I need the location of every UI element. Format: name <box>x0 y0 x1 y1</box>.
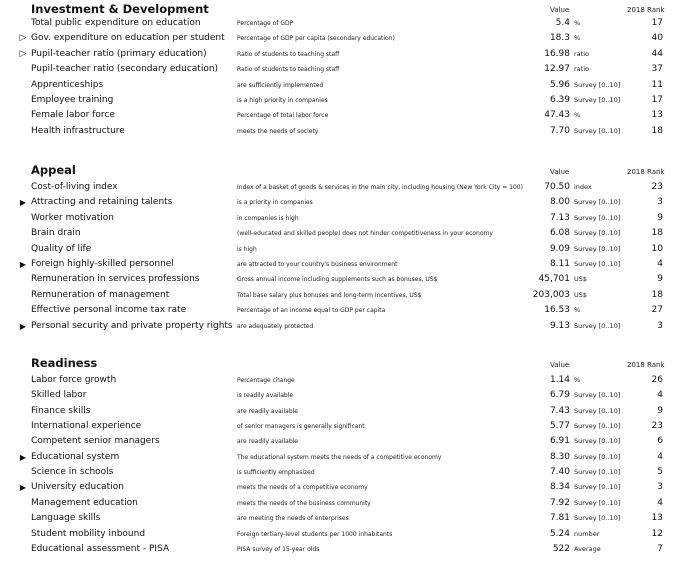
indicator-label: Skilled labor <box>31 390 87 401</box>
indicator-rank: 11 <box>651 79 663 90</box>
indicator-unit: Survey [0..10] <box>574 213 621 222</box>
indicator-description: Ratio of students to teaching staff <box>237 66 340 74</box>
indicator-label: Health infrastructure <box>31 125 125 136</box>
indicator-description: is sufficiently emphasized <box>237 469 315 477</box>
table-row <box>0 496 682 511</box>
table-row <box>0 78 682 93</box>
indicator-unit: Survey [0..10] <box>574 321 621 330</box>
indicator-unit: US$ <box>574 275 588 284</box>
indicator-rank: 40 <box>651 33 663 44</box>
indicator-label: Foreign highly-skilled personnel <box>31 259 174 269</box>
indicator-rank: 37 <box>651 64 663 75</box>
indicator-unit: US$ <box>574 290 588 299</box>
indicator-unit: Survey [0..10] <box>574 514 621 523</box>
indicator-description: Percentage of an income equal to GDP per capita <box>237 307 386 315</box>
indicator-value: 6.91 <box>549 436 570 447</box>
indicator-unit: Survey [0..10] <box>574 260 621 268</box>
indicator-rank: 27 <box>651 305 663 316</box>
indicator-value: 7.40 <box>549 467 570 478</box>
indicator-description: The educational system meets the needs of a competitive economy <box>237 453 442 461</box>
indicator-description: is a priority in companies <box>237 199 313 207</box>
table-row <box>0 319 682 334</box>
section-title: Investment & Development <box>31 2 209 16</box>
indicator-label: Management education <box>31 497 138 508</box>
table-row <box>0 272 682 287</box>
indicator-rank: 10 <box>651 243 663 254</box>
indicator-label: Pupil-teacher ratio (secondary education) <box>31 64 219 75</box>
table-row <box>0 511 682 526</box>
table-row <box>0 303 682 318</box>
indicator-description: PISA survey of 15-year olds <box>237 545 320 553</box>
indicator-description: (well-educated and skilled people) does not hinder competitiveness in your economy <box>237 230 493 238</box>
indicator-value: 47.43 <box>544 110 570 121</box>
indicator-label: Gov. expenditure on education per student <box>31 33 225 44</box>
table-row <box>0 108 682 123</box>
indicator-value: 16.53 <box>544 305 570 316</box>
table-row <box>0 288 682 303</box>
indicator-value: 1.14 <box>549 375 570 385</box>
indicator-description: are readily available <box>237 438 298 446</box>
indicator-label: Labor force growth <box>31 375 117 385</box>
indicator-rank: 4 <box>657 451 663 462</box>
indicator-unit: Survey [0..10] <box>574 126 621 135</box>
indicator-label: University education <box>31 482 124 493</box>
indicator-label: Science in schools <box>31 467 114 478</box>
table-row <box>0 62 682 77</box>
indicator-value: 7.70 <box>549 125 570 136</box>
indicator-label: Remuneration in services professions <box>31 274 200 285</box>
indicator-value: 522 <box>552 543 570 554</box>
indicator-rank: 3 <box>657 197 663 208</box>
indicator-description: are sufficiently implemented <box>237 81 324 89</box>
table-row <box>0 419 682 434</box>
indicator-unit: % <box>574 306 581 315</box>
table-row <box>0 542 682 557</box>
indicator-description: Gross annual income including supplements such as bonuses, US$ <box>237 276 438 284</box>
indicator-label: International experience <box>31 421 142 432</box>
indicator-label: Language skills <box>31 513 101 524</box>
indicator-value: 8.00 <box>549 197 570 208</box>
row-marker-icon: ▶ <box>19 321 27 331</box>
indicator-value: 7.43 <box>549 405 570 416</box>
row-marker-icon: ▶ <box>19 452 27 462</box>
indicator-value: 6.39 <box>549 95 570 105</box>
indicator-value: 7.92 <box>549 497 570 508</box>
indicator-unit: Survey [0..10] <box>574 96 621 104</box>
indicator-description: are readily available <box>237 407 298 415</box>
indicator-unit: % <box>574 111 581 120</box>
indicator-unit: Survey [0..10] <box>574 498 621 507</box>
indicator-value: 8.34 <box>549 482 570 493</box>
indicator-value: 6.79 <box>549 390 570 401</box>
indicator-value: 18.3 <box>549 33 570 44</box>
indicator-unit: Survey [0..10] <box>574 452 621 461</box>
table-row <box>0 450 682 465</box>
indicator-rank: 5 <box>657 467 663 478</box>
indicator-value: 6.08 <box>549 228 570 239</box>
indicator-rank: 4 <box>657 497 663 508</box>
indicator-description: Percentage of GDP <box>237 20 294 27</box>
row-marker-icon: ▶ <box>19 198 27 208</box>
table-row <box>0 404 682 419</box>
section-title: Appeal <box>31 163 76 177</box>
table-row <box>0 16 682 31</box>
indicator-value: 5.77 <box>549 421 570 432</box>
table-row <box>0 226 682 241</box>
indicator-rank: 6 <box>657 436 663 447</box>
indicator-value: 7.81 <box>549 513 570 524</box>
indicator-rank: 17 <box>651 18 663 28</box>
indicator-unit: index <box>574 183 592 191</box>
indicator-rank: 23 <box>651 182 663 192</box>
indicator-label: Finance skills <box>31 405 91 416</box>
indicator-value: 8.11 <box>549 259 570 269</box>
indicator-value: 5.96 <box>549 79 570 90</box>
table-row <box>0 388 682 403</box>
indicator-rank: 17 <box>651 95 663 105</box>
indicator-unit: Survey [0..10] <box>574 437 621 446</box>
table-row <box>0 242 682 257</box>
table-row <box>0 527 682 542</box>
table-row <box>0 47 682 62</box>
indicator-description: Total base salary plus bonuses and long-term incentives, US$ <box>237 291 422 299</box>
row-marker-icon: ▷ <box>19 48 27 59</box>
indicator-description: Percentage of total labor force <box>237 112 329 120</box>
indicator-rank: 12 <box>651 528 663 539</box>
indicator-rank: 44 <box>651 48 663 59</box>
indicator-value: 9.09 <box>549 243 570 254</box>
indicator-unit: Survey [0..10] <box>574 483 621 492</box>
indicator-rank: 3 <box>657 482 663 493</box>
indicator-unit: Survey [0..10] <box>574 244 621 253</box>
indicator-label: Total public expenditure on education <box>31 18 201 28</box>
indicator-description: in companies is high <box>237 214 299 222</box>
indicator-label: Brain drain <box>31 228 81 239</box>
indicator-unit: Survey [0..10] <box>574 468 621 477</box>
column-header-rank: 2018 Rank <box>627 168 665 176</box>
table-row <box>0 93 682 108</box>
indicator-value: 70.50 <box>544 182 570 192</box>
indicator-unit: Average <box>574 544 601 553</box>
indicator-description: is a high priority in companies <box>237 97 328 104</box>
table-row <box>0 124 682 139</box>
table-row <box>0 195 682 210</box>
indicator-description: are attracted to your country's business environment <box>237 261 398 268</box>
indicator-value: 203,003 <box>532 289 570 300</box>
indicator-label: Educational assessment - PISA <box>31 543 170 554</box>
indicator-rank: 23 <box>651 421 663 432</box>
indicator-description: is readily available <box>237 392 294 400</box>
indicator-unit: ratio <box>574 65 589 74</box>
table-row <box>0 31 682 46</box>
row-marker-icon: ▶ <box>19 260 27 269</box>
indicator-unit: ratio <box>574 49 589 58</box>
indicator-label: Apprenticeships <box>31 79 104 90</box>
indicator-label: Competent senior managers <box>31 436 160 447</box>
indicator-rank: 9 <box>657 274 663 285</box>
indicator-value: 12.97 <box>544 64 570 75</box>
indicator-label: Remuneration of management <box>31 289 170 300</box>
indicator-rank: 7 <box>657 543 663 554</box>
indicator-unit: % <box>574 376 581 384</box>
indicator-label: Pupil-teacher ratio (primary education) <box>31 48 207 59</box>
table-row <box>0 211 682 226</box>
indicator-unit: Survey [0..10] <box>574 198 621 207</box>
indicator-label: Worker motivation <box>31 212 114 223</box>
indicator-description: are adequately protected <box>237 322 314 330</box>
indicator-rank: 3 <box>657 320 663 331</box>
indicator-rank: 4 <box>657 259 663 269</box>
indicator-description: Percentage of GDP per capita (secondary education) <box>237 35 395 43</box>
indicator-unit: Survey [0..10] <box>574 406 621 415</box>
indicator-description: Index of a basket of goods & services in the main city, including housing (New York City = 100) <box>237 184 523 191</box>
indicator-value: 45,701 <box>538 274 570 285</box>
column-header-value: Value <box>550 361 570 369</box>
row-marker-icon: ▷ <box>19 33 27 44</box>
table-row <box>0 373 682 388</box>
column-header-value: Value <box>550 168 570 176</box>
indicator-value: 5.24 <box>549 528 570 539</box>
indicator-rank: 26 <box>651 375 663 385</box>
indicator-value: 8.30 <box>549 451 570 462</box>
indicator-unit: % <box>574 34 581 43</box>
indicator-rank: 18 <box>651 228 663 239</box>
indicator-description: Ratio of students to teaching staff <box>237 50 340 58</box>
indicator-description: meets the needs of a competitive economy <box>237 484 368 492</box>
indicator-rank: 13 <box>651 513 663 524</box>
indicator-description: is high <box>237 245 257 253</box>
indicator-value: 16.98 <box>544 48 570 59</box>
indicator-label: Employee training <box>31 95 114 105</box>
table-row <box>0 180 682 195</box>
column-header-rank: 2018 Rank <box>627 361 665 369</box>
indicator-rank: 13 <box>651 110 663 121</box>
indicator-label: Student mobility inbound <box>31 528 146 539</box>
indicator-description: of senior managers is generally significant <box>237 423 365 431</box>
indicator-description: Percentage change <box>237 377 295 384</box>
table-row <box>0 434 682 449</box>
indicator-unit: number <box>574 529 600 538</box>
section-title: Readiness <box>31 356 98 370</box>
indicator-label: Quality of life <box>31 243 92 254</box>
indicator-unit: Survey [0..10] <box>574 391 621 400</box>
indicator-rank: 18 <box>651 125 663 136</box>
indicator-rank: 9 <box>657 405 663 416</box>
indicator-label: Attracting and retaining talents <box>31 197 173 208</box>
indicator-label: Personal security and private property rights <box>31 320 233 331</box>
indicator-description: are meeting the needs of enterprises <box>237 515 349 523</box>
indicator-unit: Survey [0..10] <box>574 422 621 431</box>
indicator-label: Effective personal income tax rate <box>31 305 187 316</box>
indicator-unit: % <box>574 19 581 27</box>
indicator-description: Foreign tertiary-level students per 1000 inhabitants <box>237 530 393 538</box>
indicator-unit: Survey [0..10] <box>574 80 621 89</box>
table-row <box>0 257 682 272</box>
indicator-value: 5.4 <box>555 18 570 28</box>
row-marker-icon: ▶ <box>19 483 27 493</box>
indicator-rank: 4 <box>657 390 663 401</box>
indicator-unit: Survey [0..10] <box>574 229 621 238</box>
indicator-rank: 18 <box>651 289 663 300</box>
indicator-rank: 9 <box>657 212 663 223</box>
indicator-value: 9.13 <box>549 320 570 331</box>
indicator-description: meets the needs of the business community <box>237 499 371 507</box>
column-header-rank: 2018 Rank <box>627 6 665 14</box>
column-header-value: Value <box>550 6 570 14</box>
table-row <box>0 480 682 495</box>
table-row <box>0 465 682 480</box>
indicator-description: meets the needs of society <box>237 127 319 135</box>
indicator-value: 7.13 <box>549 212 570 223</box>
indicator-label: Female labor force <box>31 110 115 121</box>
indicator-label: Cost-of-living index <box>31 182 118 192</box>
indicator-label: Educational system <box>31 451 120 462</box>
